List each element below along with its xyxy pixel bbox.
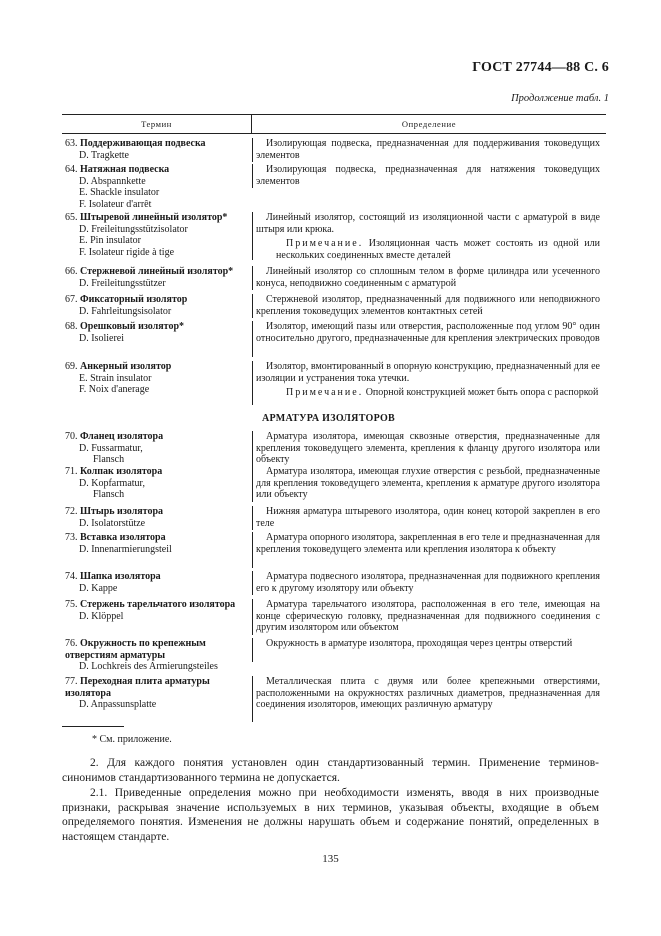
term-cell: [62, 321, 250, 344]
term-title: Окружность по крепежным отверстиям арматуры: [65, 638, 206, 661]
term-cell: [62, 506, 250, 529]
term-title: Натяжная подвеска: [80, 164, 170, 175]
term-translation: D. Lochkreis des Armierungsteiles: [79, 661, 218, 673]
definition-cell: [252, 294, 600, 318]
term-translation: D. Kopfarmatur,: [79, 477, 145, 489]
term-translation: Flansch: [93, 454, 125, 466]
term-title: Орешковый изолятор*: [80, 321, 185, 332]
term-title: Колпак изолятора: [80, 466, 163, 477]
body-paragraph: [62, 786, 599, 844]
term-number: 71.: [65, 466, 78, 477]
term-title: Стержень тарельчатого изолятора: [80, 599, 236, 610]
definition-cell: [252, 676, 600, 722]
term-number: 69.: [65, 361, 78, 372]
definition-text: Окружность в арматуре изолятора, проходящая через центры отверстий: [266, 638, 573, 649]
term-translation: F. Isolateur d'arrêt: [79, 198, 152, 210]
definition-text: Изолятор, вмонтированный в опорную конструкцию, предназначенный для ее изоляции и устранения тока утечки.: [256, 361, 600, 384]
term-cell: [62, 466, 250, 501]
note-label: Примечание.: [286, 238, 364, 250]
term-translation: F. Noix d'anerage: [79, 384, 150, 396]
note-label: Примечание.: [286, 387, 364, 399]
column-header-term: Термин: [141, 119, 172, 129]
body-paragraph: [62, 756, 599, 785]
definition-cell: [252, 138, 600, 162]
definition-cell: [252, 532, 600, 568]
term-title: Анкерный изолятор: [80, 361, 172, 372]
definition-text: Арматура опорного изолятора, закрепленная в его теле и предназначенная для крепления токоведущего элемента или крепления изолятора к объекту: [256, 532, 600, 555]
definition-text: Нижняя арматура штыревого изолятора, один конец которой закреплен в его теле: [256, 506, 600, 529]
term-translation: Flansch: [93, 489, 125, 501]
definition-cell: [252, 571, 600, 595]
term-translation: D. Abspannkette: [79, 175, 146, 187]
definition-text: Изолирующая подвеска, предназначенная для натяжения токоведущих элементов: [256, 164, 600, 187]
definition-cell: [252, 164, 600, 188]
definition-text: Металлическая плита с двумя или более крепежными отверстиями, расположенными на окружностях различных диаметров, предназначенная для соединения изоляторов, имеющих различную арматуру: [256, 676, 600, 711]
term-cell: [62, 361, 250, 396]
definition-cell: [252, 431, 600, 467]
definition-text: Изолятор, имеющий пазы или отверстия, расположенные под углом 90° один относительно другого, предназначенные для крепления электрических проводов: [256, 321, 600, 344]
definition-text: Арматура изолятора, имеющая глухие отверстия с резьбой, предназначенные для крепления токоведущего элемента, крепления к арматуре другого изолятора или объекту: [256, 466, 600, 501]
term-number: 77.: [65, 676, 78, 687]
term-cell: [62, 431, 250, 466]
footnote: * См. приложение.: [92, 734, 172, 745]
term-title: Поддерживающая подвеска: [80, 138, 206, 149]
term-cell: [62, 294, 250, 317]
term-translation: D. Fussarmatur,: [79, 442, 143, 454]
term-number: 73.: [65, 532, 78, 543]
definition-cell: [252, 266, 600, 290]
term-translation: F. Isolateur rigide à tige: [79, 246, 175, 258]
term-translation: D. Kappe: [79, 582, 118, 594]
definition-cell: [252, 638, 600, 662]
footnote-rule: [62, 726, 124, 727]
term-title: Переходная плита арматуры изолятора: [65, 676, 210, 699]
term-title: Фиксаторный изолятор: [80, 294, 188, 305]
term-translation: D. Freileitungsstützer: [79, 277, 166, 289]
term-translation: D. Freileitungsstützisolator: [79, 223, 188, 235]
term-translation: D. Isolatorstütze: [79, 517, 146, 529]
term-number: 76.: [65, 638, 78, 649]
term-number: 68.: [65, 321, 78, 332]
term-title: Штыревой линейный изолятор*: [80, 212, 228, 223]
definition-cell: [252, 321, 600, 357]
term-translation: D. Anpassunsplatte: [79, 699, 157, 711]
definition-text: Арматура подвесного изолятора, предназначенная для подвижного крепления его к другому изолятору или объекту: [256, 571, 600, 594]
term-number: 65.: [65, 212, 78, 223]
term-cell: [62, 638, 250, 673]
term-title: Вставка изолятора: [80, 532, 166, 543]
term-number: 74.: [65, 571, 78, 582]
term-translation: E. Strain insulator: [79, 372, 152, 384]
term-translation: D. Fahrleitungsisolator: [79, 305, 172, 317]
definition-text: Линейный изолятор со сплошным телом в форме цилиндра или усеченного конуса, неподвижно соединенным с арматурой: [256, 266, 600, 289]
definition-cell: [252, 506, 600, 530]
column-header-definition: Определение: [401, 119, 457, 129]
table-rule: [62, 114, 606, 115]
table-rule: [62, 133, 606, 134]
term-cell: [62, 676, 250, 711]
term-number: 64.: [65, 164, 78, 175]
section-heading: АРМАТУРА ИЗОЛЯТОРОВ: [262, 413, 396, 424]
term-number: 70.: [65, 431, 78, 442]
paragraph-text: 2. Для каждого понятия установлен один стандартизованный термин. Применение терминов-синонимов стандартизованного термина не допускается.: [62, 757, 599, 784]
definition-text: Арматура тарельчатого изолятора, расположенная в его теле, имеющая на конце сферическую головку, предназначенная для подвижного соединения с другим изолятором или объектом: [256, 599, 600, 634]
definition-text: Арматура изолятора, имеющая сквозные отверстия, предназначенные для крепления токоведущего элемента, крепления к фланцу другого изолятора или объекту: [256, 431, 600, 466]
term-title: Стержневой линейный изолятор*: [80, 266, 234, 277]
term-number: 67.: [65, 294, 78, 305]
term-cell: [62, 266, 250, 289]
definition-cell: [252, 361, 600, 405]
term-translation: D. Klöppel: [79, 610, 124, 622]
term-cell: [62, 599, 250, 622]
term-translation: D. Innenarmierungsteil: [79, 543, 172, 555]
definition-cell: [252, 466, 600, 502]
term-translation: E. Pin insulator: [79, 235, 141, 247]
definition-text: Изолирующая подвеска, предназначенная для поддерживания токоведущих элементов: [256, 138, 600, 161]
term-cell: [62, 164, 250, 210]
term-number: 75.: [65, 599, 78, 610]
page-number: 135: [322, 853, 339, 865]
table-continuation: Продолжение табл. 1: [511, 93, 609, 104]
term-title: Штырь изолятора: [80, 506, 164, 517]
term-cell: [62, 138, 250, 161]
term-number: 72.: [65, 506, 78, 517]
term-translation: D. Tragkette: [79, 149, 129, 161]
note-text: Опорной конструкцией может быть опора с распоркой: [365, 387, 599, 399]
term-cell: [62, 212, 250, 258]
definition-note: [256, 387, 600, 399]
term-cell: [62, 532, 250, 555]
standard-header: ГОСТ 27744—88 С. 6: [472, 60, 609, 75]
note-text: Изоляционная часть может состоять из одной или нескольких соединенных вместе деталей: [276, 238, 600, 261]
term-number: 66.: [65, 266, 78, 277]
paragraph-text: 2.1. Приведенные определения можно при необходимости изменять, вводя в них производные признаки, раскрывая значение используемых в них терминов, указывая объекты, входящие в объем определяемого понятия. Изменения не должны нарушать объем и содержание понятий, определенных в настоящем стандарте.: [62, 787, 599, 843]
definition-note: [256, 238, 600, 261]
term-number: 63.: [65, 138, 78, 149]
term-title: Шапка изолятора: [80, 571, 161, 582]
term-cell: [62, 571, 250, 594]
definition-cell: [252, 212, 600, 260]
term-title: Фланец изолятора: [80, 431, 164, 442]
definition-text: Стержневой изолятор, предназначенный для подвижного или неподвижного крепления токоведущих элементов контактных сетей: [256, 294, 600, 317]
term-translation: D. Isolierei: [79, 332, 124, 344]
definition-cell: [252, 599, 600, 635]
term-translation: E. Shackle insulator: [79, 187, 160, 199]
definition-text: Линейный изолятор, состоящий из изоляционной части с арматурой в виде штыря или крюка.: [256, 212, 600, 235]
